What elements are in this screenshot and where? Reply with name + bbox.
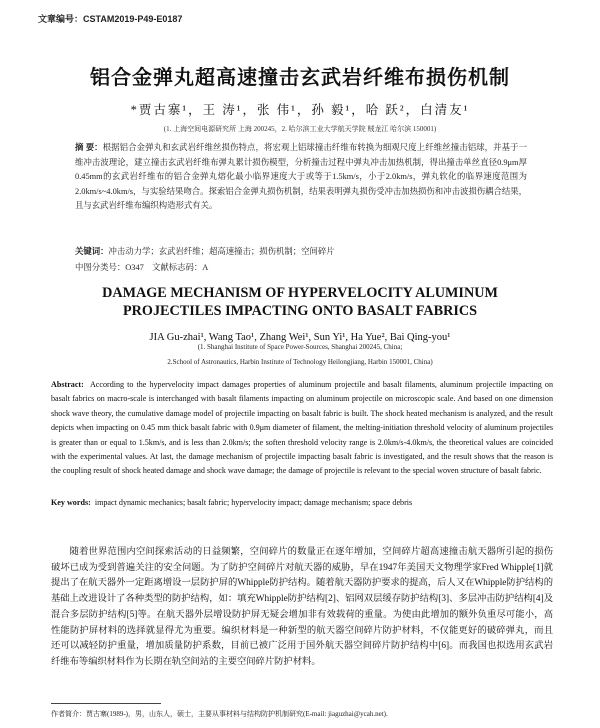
english-keywords-text: impact dynamic mechanics; basalt fabric; hypervelocity impact; damage mechanism; space debris: [94, 498, 413, 507]
english-title-line-2: PROJECTILES IMPACTING ONTO BASALT FABRICS: [123, 303, 477, 319]
chinese-keywords-label: 关键词：: [75, 247, 109, 256]
english-title: [0, 284, 600, 320]
chinese-abstract-text: 根据铝合金弹丸和玄武岩纤维丝损伤特点，将宏观上铝球撞击纤维布转换为细观尺度上纤维丝撞击铝球，并基于一维冲击波理论，建立撞击玄武岩纤维布弹丸累计损伤模型，分析撞击过程中弹丸冲击加热机制，得出撞击单丝直径0.9μm厚0.45mm的玄武岩纤维布的铝合金弹丸熔化最小临界速度大于或等于1.5km/s，小于2.0km/s，弹丸软化的临界速度范围为2.0km/s~4.0km/s，与实验结果吻合。探索铝合金弹丸损伤机制，结果表明弹丸损伤受冲击加热损伤和冲击波损伤耦合结果，且与玄武岩纤维布编织构造形式有关。: [75, 143, 528, 211]
footnote-divider: [51, 703, 161, 704]
english-title-line-1: DAMAGE MECHANISM OF HYPERVELOCITY ALUMINUM: [102, 285, 498, 301]
english-keywords-label: Key words:: [51, 498, 91, 507]
chinese-classification: 中图分类号：O347 文献标志码：A: [75, 263, 209, 272]
author-footnote: 作者简介：贾古寨(1989-)，男，山东人，硕士，主要从事材料与结构防护机制研究(E-mail: jiaguzhai@ycah.net).: [51, 710, 388, 718]
document-id: 文章编号：CSTAM2019-P49-E0187: [38, 14, 183, 24]
introduction-paragraph: 随着世界范围内空间探索活动的日益频繁，空间碎片的数量正在逐年增加，空间碎片超高速撞击航天器所引起的损伤破坏已成为受到普遍关注的安全问题。为了防护空间碎片对航天器的威胁，早在1947年美国天文物理学家Fred Whipple[1]就提出了在航天器外一定距离增设一层防护屏的Whipple防护结构。随着航天器防护要求的提高，后人又在Whipple防护结构的基础上改进设计了各种类型的防护结构，如：填充Whipple防护结构[2]、铝网双层缓存防护结构[3]、多层冲击防护结构[4]及混合多层防护结构[5]等。在航天器外层增设防护屏无疑会增加非有效载荷的重量。为使由此增加的额外负重尽可能小，高性能防护屏材料的选择就显得尤为重要。编织材料是一种新型的航天器空间碎片防护材料，不仅能更好的破碎弹丸，而且还可以减轻防护重量，增加质量防护系数，目前已被广泛用于国外航天器空间碎片防护结构中[6]。而我国也拟选用玄武岩纤维布等编织材料作为长期在轨空间站的主要空间碎片防护材料。: [51, 547, 553, 667]
chinese-authors: *贾古寨¹，王 涛¹，张 伟¹，孙 毅¹，哈 跃²，白清友¹: [130, 103, 470, 117]
english-affiliation-1: (1. Shanghai Institute of Space Power-Sources, Shanghai 200245, China;: [197, 343, 403, 351]
chinese-abstract: [75, 141, 527, 214]
english-abstract: [51, 378, 553, 479]
chinese-keywords-text: 冲击动力学；玄武岩纤维；超高速撞击；损伤机制；空间碎片: [108, 247, 335, 256]
english-affiliation-2: 2.School of Astronautics, Harbin Institute of Technology Heilongjiang, Harbin 150001, China): [167, 358, 433, 366]
chinese-affiliations: (1. 上海空间电源研究所 上海 200245，2. 哈尔滨工业大学航天学院 贼龙江 哈尔滨 150001): [163, 125, 437, 133]
english-abstract-label: Abstract:: [51, 380, 84, 389]
english-authors: JIA Gu-zhai¹, Wang Tao¹, Zhang Wei¹, Sun Yi¹, Ha Yue², Bai Qing-you¹: [149, 332, 451, 343]
chinese-abstract-label: 摘 要：: [75, 143, 103, 152]
english-keywords: [51, 498, 553, 507]
english-abstract-text: According to the hypervelocity impact damages properties of aluminum projectile and basalt filaments, aluminum projectile impacting on basalt fabrics on macro-scale is interchanged with basalt filaments impacting on aluminum projectile on microscopic scale. And based on one dimension shock wave theory, the cumulative damage model of projectile impacting on basalt fabric is built. The shock heated mechanism is analyzed, and the result depicts when impacting on 0.45 mm thick basalt fabric with 0.9μm diameter of filament, the melting-initiation threshold velocity of aluminum projectiles is greater than or equal to 1.5km/s, and is less than 2.0km/s; the soften threshold velocity range is 2.0km/s-4.0km/s, the theoretical values are coincided with the experimental values. At last, the damage mechanism of projectile impacting basalt fabric is investigated, and the result shows that the reason is the coupling result of shock heated damage and shock wave damage; the damage of projectile is relevant to the special woven structure of basalt fabric.: [51, 380, 553, 476]
chinese-title: 铝合金弹丸超高速撞击玄武岩纤维布损伤机制: [90, 67, 510, 89]
chinese-keywords: [75, 245, 527, 257]
